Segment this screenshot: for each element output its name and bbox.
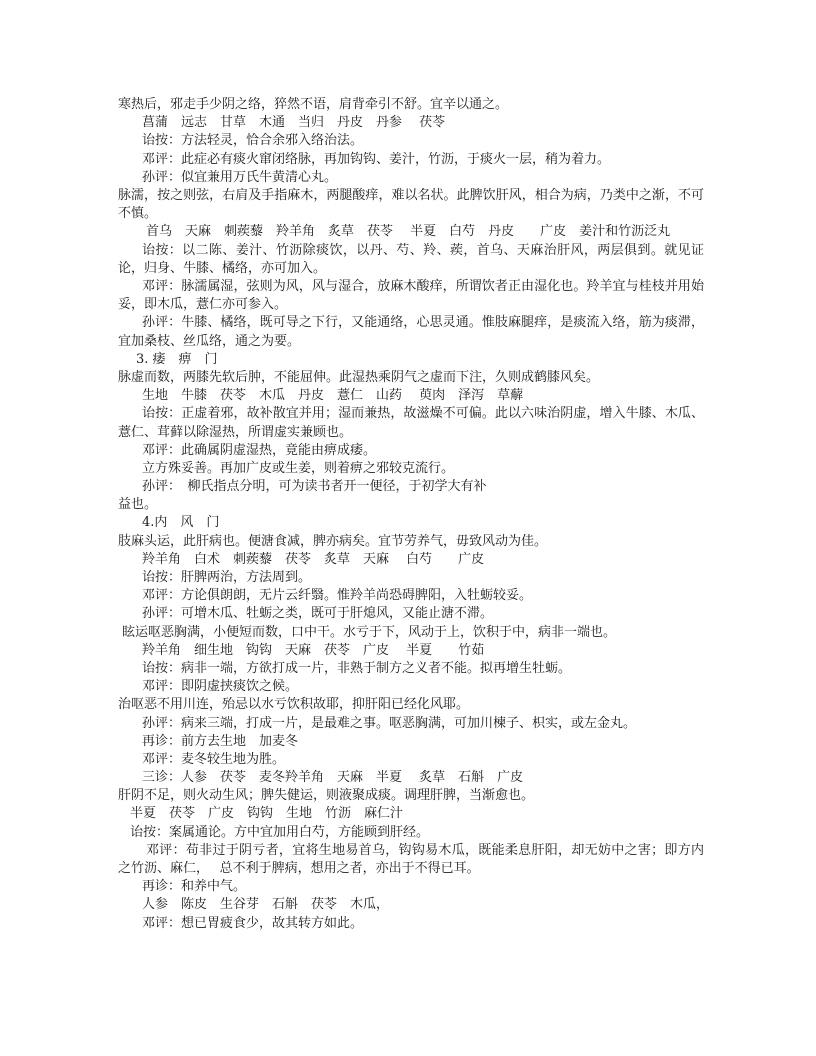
revisit-note: 再诊：和养中气。: [142, 879, 247, 895]
case-text: 脉濡，按之则弦，右肩及手指麻木，两腿酸痒，难以名状。此脾饮肝风，相合为病，乃类中之渐，不可不慎。: [118, 187, 704, 222]
commentary-deng: 邓评：此确属阴虚湿热，竟能由痹成痿。: [142, 442, 377, 458]
document-page: [118, 96, 704, 933]
herb-formula: 首乌 天麻 刺蒺藜 羚羊角 炙草 茯苓 半夏 白芍 丹皮 广皮 姜汁和竹沥泛丸: [146, 224, 671, 240]
revisit-note: 再诊：前方去生地 加麦冬: [142, 733, 299, 749]
commentary-deng: 邓评：脉濡属湿，弦则为风，风与湿合，放麻木酸痒，所谓饮者正由湿化也。羚羊宜与桂枝并用始妥，即木瓜，薏仁亦可参入。: [118, 278, 704, 313]
case-text: 眩运呕恶胸满，小便短而数，口中干。水亏于下，风动于上，饮积于中，病非一端也。: [122, 624, 617, 640]
case-text: 肢麻头运，此肝病也。便溏食减，脾亦病矣。宜节劳养气，毋致风动为佳。: [118, 533, 548, 549]
commentary-deng: 邓评：苟非过于阴亏者，宜将生地易首乌，钩钩易木瓜，既能柔息肝阳，却无妨中之害；即方内之竹沥、麻仁， 总不利于脾病，想用之者，亦出于不得已耳。: [118, 842, 704, 877]
commentary-sun: 孙评： 柳氏指点分明，可为读书者开一便径，于初学大有补: [142, 479, 487, 495]
commentary-yi: 诒按：正虚着邪，故补散宜并用；湿而兼热，故滋燥不可偏。此以六味治阴虚，增入牛膝、木瓜、薏仁、茸藓以除湿热，所谓虚实兼顾也。: [118, 406, 704, 440]
commentary-deng-cont: 治呕恶不用川连，殆忌以水亏饮积故耶，抑肝阳已经化风耶。: [118, 697, 470, 713]
herb-formula: 菖蒲 远志 甘草 木通 当归 丹皮 丹参 茯苓: [142, 115, 446, 131]
commentary-yi: 诒按：肝脾两治，方法周到。: [142, 570, 312, 586]
commentary-yi: 诒按：病非一端，方欲打成一片，非熟于制方之义者不能。拟再增生牡蛎。: [142, 660, 572, 676]
case-text: 寒热后，邪走手少阴之络，猝然不语，肩背牵引不舒。宜辛以通之。: [118, 97, 509, 112]
commentary-deng: 邓评：即阴虚挟痰饮之候。: [142, 679, 299, 695]
commentary-deng-cont: 立方殊妥善。再加广皮或生姜，则着痹之邪较克流行。: [142, 460, 455, 476]
commentary-deng: 邓评：麦冬较生地为胜。: [142, 751, 286, 767]
case-text: 肝阴不足，则火动生风；脾失健运，则液聚成痰。调理肝脾，当渐愈也。: [118, 788, 535, 804]
commentary-yi: 诒按：方法轻灵，恰合余邪入络治法。: [142, 133, 364, 149]
commentary-yi: 诒按：以二陈、姜汁、竹沥除痰饮，以丹、芍、羚、蒺，首乌、天麻治肝风，两层俱到。就见证论，归身、牛膝、橘络，亦可加入。: [118, 242, 704, 276]
herb-formula: 人参 陈皮 生谷芽 石斛 茯苓 木瓜，: [142, 897, 390, 913]
commentary-sun-cont: 益也。: [118, 497, 158, 513]
commentary-sun: 孙评：病来三端，打成一片，是最难之事。呕恶胸满，可加川楝子、枳实，或左金丸。: [142, 715, 637, 731]
third-visit-formula: 三诊：人参 茯苓 麦冬羚羊角 天麻 半夏 炙草 石斛 广皮: [142, 770, 524, 786]
herb-formula: 半夏 茯苓 广皮 钩钩 生地 竹沥 麻仁汁: [130, 806, 404, 822]
commentary-deng: 邓评：方论俱朗朗，无片云纤翳。惟羚羊尚恐碍脾阳，入牡蛎较妥。: [142, 588, 533, 604]
herb-formula: 羚羊角 白术 刺蒺藜 茯苓 炙草 天麻 白芍 广皮: [142, 551, 485, 567]
commentary-sun: 孙评：可增木瓜、牡蛎之类，既可于肝熄风，又能止溏不滞。: [142, 606, 494, 622]
section-heading: 3. 痿 痹 门: [136, 351, 218, 367]
commentary-deng: 邓评：此症必有痰火窜闭络脉，再加钩钩、姜汁，竹沥，于痰火一层，稍为着力。: [142, 151, 611, 167]
case-text: 脉虚而数，两膝先软后肿，不能屈伸。此湿热乘阴气之虚而下注，久则成鹤膝风矣。: [118, 369, 600, 385]
section-heading: 4.内 风 门: [142, 515, 220, 531]
commentary-sun: 孙评：牛膝、橘络，既可导之下行，又能通络，心思灵通。惟肢麻腿痒，是痰流入络，筋为痰滞，宜加桑枝、丝瓜络，通之为要。: [118, 315, 704, 349]
herb-formula: 羚羊角 细生地 钩钩 天麻 茯苓 广皮 半夏 竹茹: [142, 642, 485, 658]
commentary-sun: 孙评：似宜兼用万氏牛黄清心丸。: [142, 169, 338, 185]
herb-formula: 生地 牛膝 茯苓 木瓜 丹皮 薏仁 山药 萸肉 泽泻 草薢: [142, 388, 524, 404]
commentary-deng: 邓评：想已胃疲食少，故其转方如此。: [142, 915, 364, 931]
commentary-yi: 诒按：案属通论。方中宜加用白芍，方能顾到肝经。: [130, 824, 430, 840]
